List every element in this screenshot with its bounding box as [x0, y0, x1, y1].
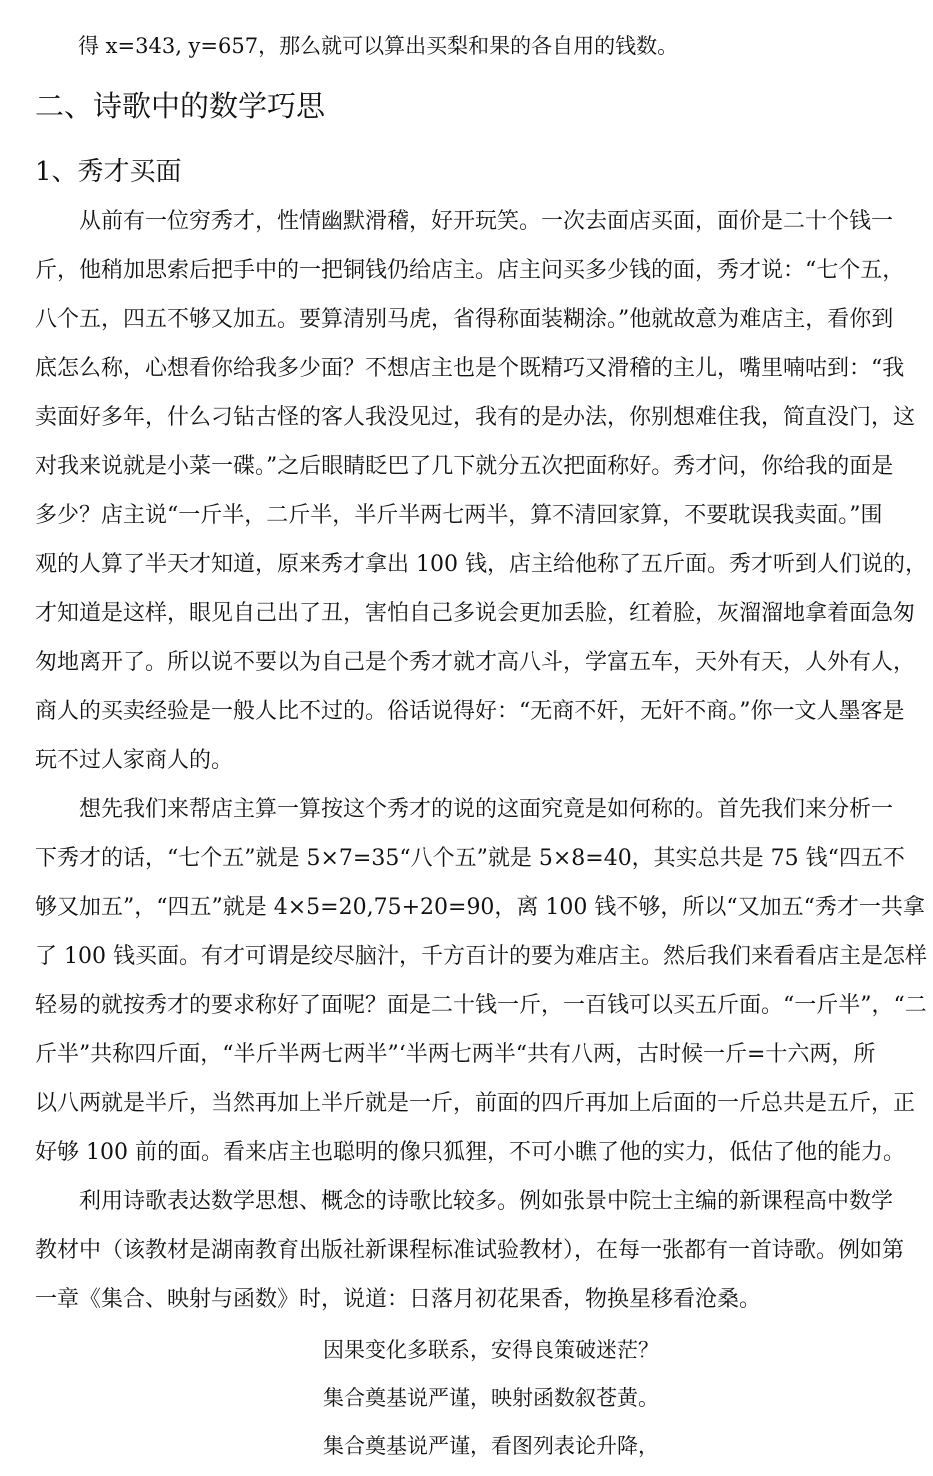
paragraph-line: 匆地离开了。所以说不要以为自己是个秀才就才高八斗，学富五车，天外有天，人外有人，	[35, 650, 916, 675]
paragraph-line: 利用诗歌表达数学思想、概念的诗歌比较多。例如张景中院士主编的新课程高中数学	[79, 1189, 894, 1214]
paragraph-line: 想先我们来帮店主算一算按这个秀才的说的这面究竟是如何称的。首先我们来分析一	[79, 797, 894, 822]
paragraph-line: 好够 100 前的面。看来店主也聪明的像只狐狸，不可小瞧了他的实力，低估了他的能力。	[35, 1140, 905, 1165]
paragraph-line: 商人的买卖经验是一般人比不过的。俗话说得好：“无商不奸，无奸不商。”你一文人墨客是	[35, 699, 905, 724]
paragraph-line: 才知道是这样，眼见自己出了丑，害怕自己多说会更加丢脸，红着脸，灰溜溜地拿着面急匆	[35, 601, 916, 626]
paragraph-line: 教材中（该教材是湖南教育出版社新课程标准试验教材），在每一张都有一首诗歌。例如第	[35, 1238, 905, 1263]
paragraph-line: 卖面好多年，什么刁钻古怪的客人我没见过，我有的是办法，你别想难住我，简直没门，这	[35, 405, 916, 430]
paragraph-line: 够又加五”，“四五”就是 4×5=20,75+20=90，离 100 钱不够，所以“又加五“秀才一共拿	[35, 895, 925, 920]
poem-line: 因果变化多联系，安得良策破迷茫？	[323, 1338, 659, 1362]
paragraph-line: 斤半”共称四斤面，“半斤半两七两半”‘半两七两半“共有八两，古时候一斤=十六两，所	[35, 1042, 876, 1067]
poem-line: 集合奠基说严谨，映射函数叙苍黄。	[323, 1386, 659, 1410]
subsection-heading: 1、秀才买面	[35, 157, 182, 187]
paragraph-line: 八个五，四五不够又加五。要算清别马虎，省得称面装糊涂。”他就故意为难店主，看你到	[35, 307, 894, 332]
calculation-result-line: 得 x=343, y=657，那么就可以算出买梨和果的各自用的钱数。	[78, 34, 679, 58]
paragraph-line: 对我来说就是小菜一碟。”之后眼睛眨巴了几下就分五次把面称好。秀才问，你给我的面是	[35, 454, 894, 479]
paragraph-line: 观的人算了半天才知道，原来秀才拿出 100 钱，店主给他称了五斤面。秀才听到人们说的，	[35, 552, 927, 577]
paragraph-line: 从前有一位穷秀才，性情幽默滑稽，好开玩笑。一次去面店买面，面价是二十个钱一	[79, 209, 894, 234]
paragraph-line: 了 100 钱买面。有才可谓是绞尽脑汁，千方百计的要为难店主。然后我们来看看店主是怎样	[35, 944, 927, 969]
paragraph-line: 下秀才的话，“七个五”就是 5×7=35“八个五”就是 5×8=40，其实总共是 75 钱“四五不	[35, 846, 905, 871]
paragraph-line: 斤，他稍加思索后把手中的一把铜钱仍给店主。店主问买多少钱的面，秀才说：“七个五，	[35, 258, 905, 283]
paragraph-line: 轻易的就按秀才的要求称好了面呢？面是二十钱一斤，一百钱可以买五斤面。“一斤半”，“二	[35, 993, 927, 1018]
poem-line: 集合奠基说严谨，看图列表论升降，	[323, 1434, 659, 1458]
section-heading: 二、诗歌中的数学巧思	[35, 89, 326, 123]
paragraph-line: 以八两就是半斤，当然再加上半斤就是一斤，前面的四斤再加上后面的一斤总共是五斤，正	[35, 1091, 916, 1116]
paragraph-line: 多少？店主说“一斤半，二斤半，半斤半两七两半，算不清回家算，不要耽误我卖面。”围	[35, 503, 883, 528]
paragraph-line: 一章《集合、映射与函数》时，说道：日落月初花果香，物换星移看沧桑。	[35, 1287, 762, 1312]
paragraph-line: 底怎么称，心想看你给我多少面？不想店主也是个既精巧又滑稽的主儿，嘴里喃咕到：“我	[35, 356, 905, 381]
paragraph-line: 玩不过人家商人的。	[35, 748, 234, 773]
